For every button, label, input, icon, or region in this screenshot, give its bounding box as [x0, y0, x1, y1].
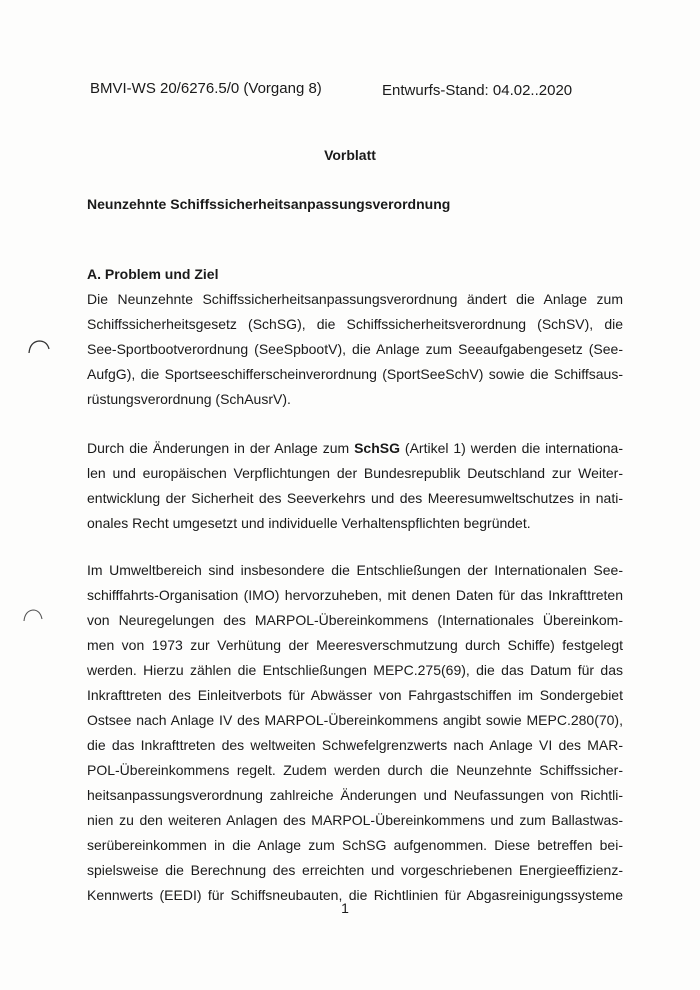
page-number: 1: [341, 900, 349, 916]
text-line: onales Recht umgesetzt und individuelle Verhaltenspflichten begründet.: [87, 515, 531, 531]
punch-mark-icon: [20, 607, 46, 625]
page-title: Vorblatt: [324, 147, 376, 163]
text-run: Durch die Änderungen in der Anlage zum: [87, 440, 355, 456]
text-line: See-Sportbootverordnung (SeeSpbootV), die Anlage zum Seeaufgabengesetz (See-: [87, 341, 623, 357]
emphasis-schsg: SchSG: [354, 440, 400, 456]
text-line: serübereinkommen in die Anlage zum SchSG aufgenommen. Diese betreffen bei-: [87, 837, 623, 853]
text-line: schifffahrts-Organisation (IMO) hervorzuheben, mit denen Daten für das Inkrafttreten: [87, 587, 623, 603]
section-heading: A. Problem und Ziel: [87, 266, 219, 282]
text-line: entwicklung der Sicherheit des Seeverkehrs und des Meeresumweltschutzes in nati-: [87, 490, 623, 506]
text-line: die das Inkrafttreten des weltweiten Schwefelgrenzwerts nach Anlage VI des MAR-: [87, 737, 623, 753]
text-line: Inkrafttreten des Einleitverbots für Abwässer von Fahrgastschiffen im Sondergebiet: [87, 687, 623, 703]
text-line: Kennwerts (EEDI) für Schiffsneubauten, die Richtlinien für Abgasreinigungssysteme: [87, 887, 623, 903]
text-line: von Neuregelungen des MARPOL-Übereinkommens (Internationales Übereinkom-: [87, 612, 623, 628]
document-subtitle: Neunzehnte Schiffssicherheitsanpassungsverordnung: [87, 196, 451, 212]
text-run: (Artikel 1) werden die internationa-: [400, 440, 623, 456]
text-line: [87, 436, 623, 461]
text-line: Schiffssicherheitsgesetz (SchSG), die Schiffssicherheitsverordnung (SchSV), die: [87, 316, 623, 332]
text-line: nien zu den weiteren Anlagen des MARPOL-Übereinkommens und zum Ballastwas-: [87, 812, 623, 828]
text-line: men von 1973 zur Verhütung der Meeresverschmutzung durch Schiffe) festgelegt: [87, 637, 623, 653]
text-line: rüstungsverordnung (SchAusrV).: [87, 391, 291, 407]
paragraph-problem-goal: [87, 287, 623, 412]
text-line: spielsweise die Berechnung des erreichten und vorgeschriebenen Energieeffizienz-: [87, 862, 623, 878]
text-line: werden. Hierzu zählen die Entschließungen MEPC.275(69), die das Datum für das: [87, 662, 623, 678]
text-line: POL-Übereinkommens regelt. Zudem werden durch die Neunzehnte Schiffssicher-: [87, 762, 623, 778]
punch-mark-icon: [26, 338, 52, 356]
paragraph-schsg-changes: [87, 436, 623, 536]
text-line: heitsanpassungsverordnung zahlreiche Änderungen und Neufassungen von Richtli-: [87, 787, 623, 803]
paragraph-environment: [87, 558, 623, 908]
text-line: AufgG), die Sportseeschifferscheinverordnung (SportSeeSchV) sowie die Schiffsaus-: [87, 366, 623, 382]
draft-status: Entwurfs-Stand: 04.02..2020: [382, 82, 573, 99]
text-line: Im Umweltbereich sind insbesondere die Entschließungen der Internationalen See-: [87, 562, 623, 578]
text-line: Ostsee nach Anlage IV des MARPOL-Übereinkommens angibt sowie MEPC.280(70),: [87, 712, 623, 728]
text-line: len und europäischen Verpflichtungen der Bundesrepublik Deutschland zur Weiter-: [87, 465, 623, 481]
document-reference: BMVI-WS 20/6276.5/0 (Vorgang 8): [90, 80, 322, 97]
text-line: Die Neunzehnte Schiffssicherheitsanpassungsverordnung ändert die Anlage zum: [87, 291, 623, 307]
